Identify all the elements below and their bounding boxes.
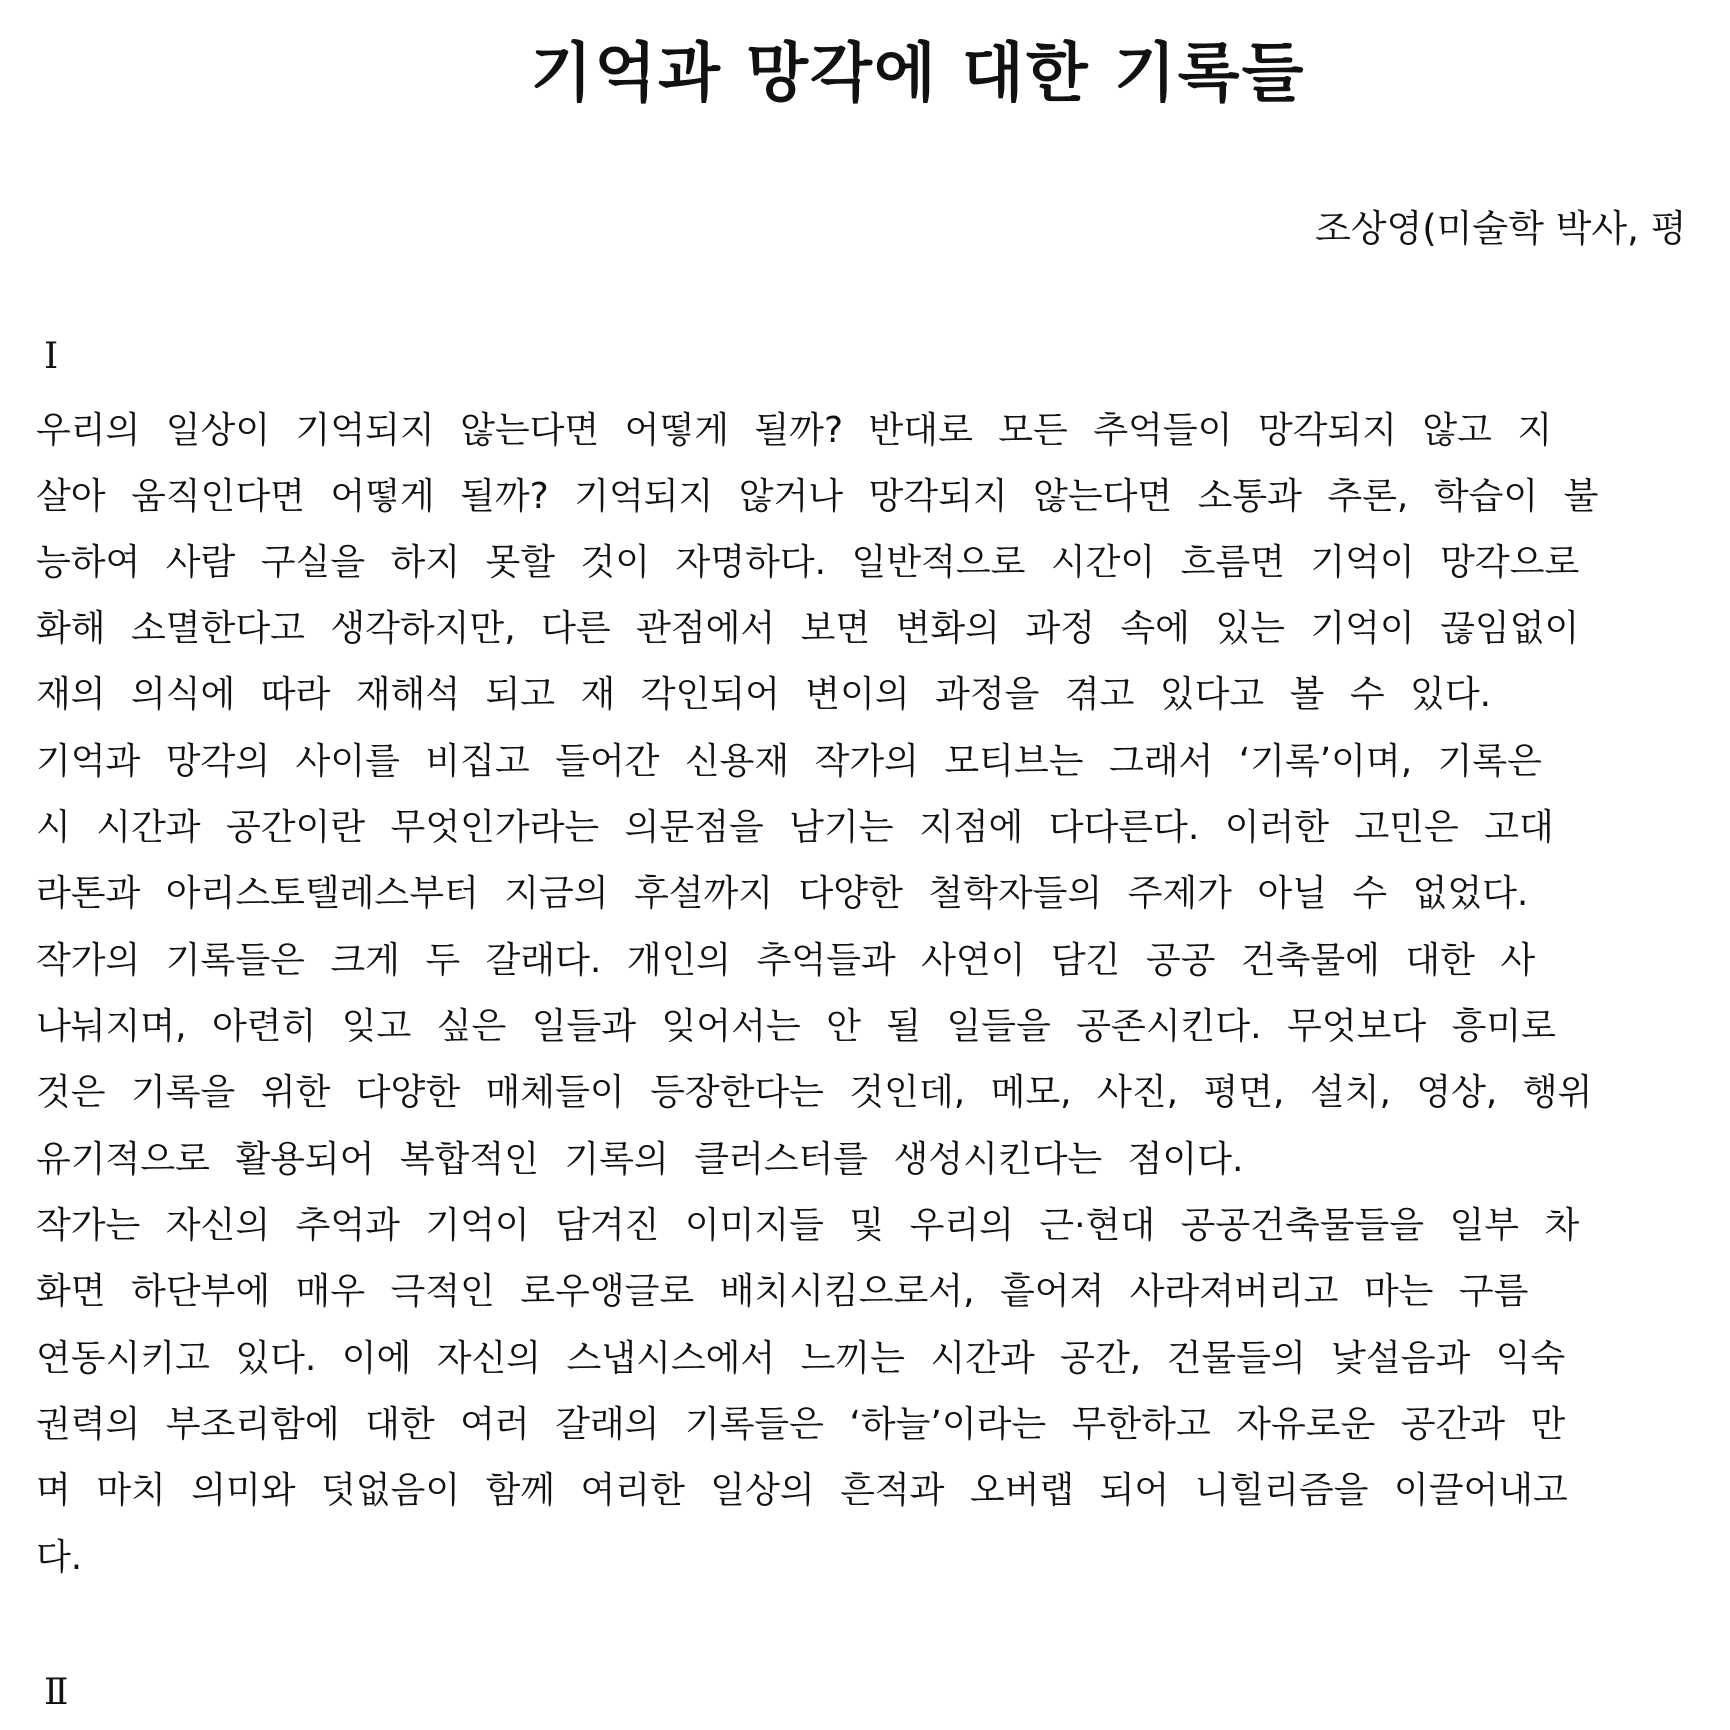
body-line: 살아 움직인다면 어떻게 될까? 기억되지 않거나 망각되지 않는다면 소통과 추론, 학습이 불 <box>36 476 1599 517</box>
body-line: 연동시키고 있다. 이에 자신의 스냅시스에서 느끼는 시간과 공간, 건물들의 낯설음과 익숙 <box>36 1338 1566 1379</box>
body-line: 우리의 일상이 기억되지 않는다면 어떻게 될까? 반대로 모든 추억들이 망각되지 않고 지 <box>36 410 1553 451</box>
section-marker-2: Ⅱ <box>44 1672 69 1713</box>
body-line: 다. <box>36 1537 83 1578</box>
author-line: 조상영(미술학 박사, 평 <box>1315 207 1687 250</box>
body-line: 며 마치 의미와 덧없음이 함께 여리한 일상의 흔적과 오버랩 되어 니힐리즘을 이끌어내고 <box>36 1470 1568 1511</box>
body-line: 권력의 부조리함에 대한 여러 갈래의 기록들은 ‘하늘’이라는 무한하고 자유로운 공간과 만 <box>36 1404 1566 1445</box>
body-line: 화면 하단부에 매우 극적인 로우앵글로 배치시킴으로서, 흩어져 사라져버리고 마는 구름 <box>36 1271 1529 1312</box>
body-line: 것은 기록을 위한 다양한 매체들이 등장한다는 것인데, 메모, 사진, 평면, 설치, 영상, 행위 <box>36 1072 1593 1113</box>
body-line: 재의 의식에 따라 재해석 되고 재 각인되어 변이의 과정을 겪고 있다고 볼 수 있다. <box>36 674 1492 715</box>
body-line: 작가는 자신의 추억과 기억이 담겨진 이미지들 및 우리의 근·현대 공공건축물들을 일부 차 <box>36 1205 1580 1246</box>
body-line: 능하여 사람 구실을 하지 못할 것이 자명하다. 일반적으로 시간이 흐름면 기억이 망각으로 <box>36 542 1580 583</box>
body-line: 작가의 기록들은 크게 두 갈래다. 개인의 추억들과 사연이 담긴 공공 건축물에 대한 사 <box>36 940 1536 981</box>
section-marker-1: Ⅰ <box>44 336 59 377</box>
body-line: 기억과 망각의 사이를 비집고 들어간 신용재 작가의 모티브는 그래서 ‘기록’이며, 기록은 <box>36 741 1542 782</box>
document-title: 기억과 망각에 대한 기록들 <box>530 37 1306 111</box>
body-line: 시 시간과 공간이란 무엇인가라는 의문점을 남기는 지점에 다다른다. 이러한 고민은 고대 <box>36 807 1554 848</box>
body-line: 나눠지며, 아련히 잊고 싶은 일들과 잊어서는 안 될 일들을 공존시킨다. 무엇보다 흥미로 <box>36 1006 1556 1047</box>
body-line: 유기적으로 활용되어 복합적인 기록의 클러스터를 생성시킨다는 점이다. <box>36 1139 1244 1180</box>
body-line: 화해 소멸한다고 생각하지만, 다른 관점에서 보면 변화의 과정 속에 있는 기억이 끊임없이 <box>36 608 1580 649</box>
body-line: 라톤과 아리스토텔레스부터 지금의 후설까지 다양한 철학자들의 주제가 아닐 수 없었다. <box>36 873 1529 914</box>
